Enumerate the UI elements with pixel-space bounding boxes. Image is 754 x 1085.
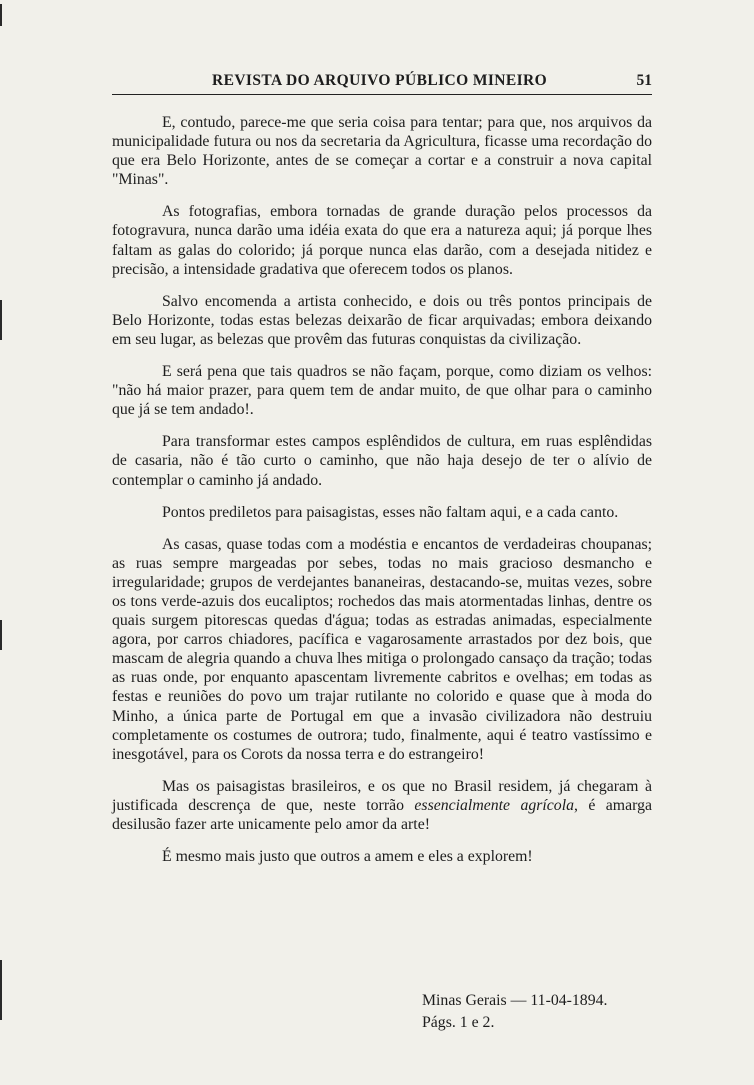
paragraph-8-italic: essencialmente agrícola <box>414 796 574 814</box>
paragraph-5: Para transformar estes campos esplêndidos de cultura, em ruas esplêndidas de casaria, não é tão curto o caminho, que não haja desejo de ter o alívio de contemplar o caminho já andado. <box>112 433 652 489</box>
article-body <box>112 113 652 880</box>
source-citation <box>422 990 607 1034</box>
paragraph-1: E, contudo, parece-me que seria coisa para tentar; para que, nos arquivos da municipalidade futura ou nos da secretaria da Agricultura, ficasse uma recordação do que era Belo Horizonte, antes de se começar a cortar e a construir a nova capital "Minas". <box>112 114 652 189</box>
paragraph-8-text-b: , é amarga desilusão fazer arte unicamente pelo amor da arte! <box>112 796 652 833</box>
paragraph-6: Pontos prediletos para paisagistas, esses não faltam aqui, e a cada canto. <box>162 503 619 521</box>
binding-edge-mark-middle <box>0 620 2 650</box>
paragraph-8 <box>112 777 652 834</box>
citation-pages: Págs. 1 e 2. <box>422 1014 495 1031</box>
running-head: REVISTA DO ARQUIVO PÚBLICO MINEIRO <box>212 72 548 89</box>
binding-edge-mark-lower <box>0 960 2 1020</box>
citation-source: Minas Gerais — 11-04-1894. <box>422 992 608 1009</box>
paragraph-3: Salvo encomenda a artista conhecido, e dois ou três pontos principais de Belo Horizonte, todas estas belezas deixarão de ficar arquivadas; embora deixando em seu lugar, as belezas que provêm das futuras conquistas da civilização. <box>112 292 652 348</box>
paragraph-7: As casas, quase todas com a modéstia e encantos de verdadeiras choupanas; as ruas sempre margeadas por sebes, todas no mais gracioso desmancho e irregularidade; grupos de verdejantes bananeiras, destacando-se, muitas vezes, sobre os tons verde-azuis dos eucaliptos; rochedos das mais atormentadas linhas, dentre os quais surgem pitorescas quedas d'água; todas as estradas animadas, especialmente agora, por carros chiadores, pacífica e vagarosamente arrastados por dez bois, que mascam de alegria quando a chuva lhes mitiga o prolongado cansaço da tração; todas as ruas onde, por enquanto apascentam livremente cabritos e ovelhas; em todas as festas e reuniões do povo um trajar rutilante no colorido e quase que à moda do Minho, a única parte de Portugal em que a invasão civilizadora não destruiu completamente os costumes de outrora; tudo, finalmente, aqui é teatro vastíssimo e inesgotável, para os Corots da nossa terra e do estrangeiro! <box>112 535 652 763</box>
paragraph-9: É mesmo mais justo que outros a amem e eles a explorem! <box>162 848 533 866</box>
header-rule <box>112 94 652 95</box>
paragraph-2: As fotografias, embora tornadas de grande duração pelos processos da fotogravura, nunca darão uma idéia exata do que era a natureza aqui; já porque lhes faltam as galas do colorido; já porque nunca elas darão, com a desejada nitidez e precisão, a intensidade gradativa que oferecem todos os planos. <box>112 203 652 278</box>
binding-edge-mark-top <box>0 4 2 26</box>
page-number: 51 <box>636 72 652 89</box>
paragraph-8-text-a: Mas os paisagistas brasileiros, e os que no Brasil residem, já chegaram à justificada descrença de que, neste torrão <box>112 777 652 814</box>
binding-edge-mark-upper <box>0 300 2 340</box>
paragraph-4: E será pena que tais quadros se não façam, porque, como diziam os velhos: "não há maior prazer, para quem tem de andar muito, de que olhar para o caminho que já se tem andado!. <box>112 363 652 419</box>
page-header <box>112 70 652 94</box>
